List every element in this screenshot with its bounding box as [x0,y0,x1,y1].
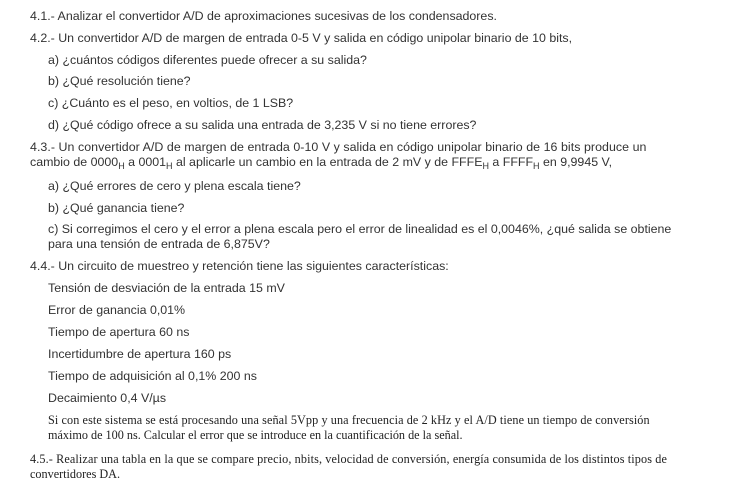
exercise-4-2-title: 4.2.- Un convertidor A/D de margen de entrada 0-5 V y salida en código unipolar binario de 10 bits, [30,31,573,45]
exercise-4-3-b: b) ¿Qué ganancia tiene? [48,201,185,215]
spec-aperture-time: Tiempo de apertura 60 ns [48,325,190,339]
exercise-4-4-question-line1: Si con este sistema se está procesando una señal 5Vpp y una frecuencia de 2 kHz y el A/D tiene un tiempo de conversión [48,413,650,427]
text-fragment: a 0001 [124,155,167,169]
exercise-4-3-c-line2: para una tensión de entrada de 6,875V? [48,237,270,251]
spec-acquisition-time: Tiempo de adquisición al 0,1% 200 ns [48,369,257,383]
hex-subscript: H [118,161,125,171]
hex-subscript: H [482,161,489,171]
spec-gain-error: Error de ganancia 0,01% [48,303,186,317]
text-fragment: a FFFF [488,155,534,169]
spec-droop-rate: Decaimiento 0,4 V/µs [48,391,167,405]
hex-subscript: H [166,161,173,171]
exercise-4-3-title-line1: 4.3.- Un convertidor A/D de margen de entrada 0-10 V y salida en código unipolar binario de 16 bits produce un [30,140,647,154]
exercise-4-1: 4.1.- Analizar el convertidor A/D de aproximaciones sucesivas de los condensadores. [30,9,497,23]
text-fragment: en 9,9945 V, [539,155,613,169]
exercise-4-5-line2: convertidores DA. [30,467,121,481]
spec-aperture-uncertainty: Incertidumbre de apertura 160 ps [48,347,232,361]
hex-subscript: H [533,161,540,171]
text-fragment: cambio de 0000 [30,155,119,169]
exercise-4-2-a: a) ¿cuántos códigos diferentes puede ofrecer a su salida? [48,53,367,67]
exercise-4-2-b: b) ¿Qué resolución tiene? [48,74,191,88]
exercise-4-3-c-line1: c) Si corregimos el cero y el error a plena escala pero el error de linealidad es el 0,0046%, ¿qué salida se obtiene [48,222,672,236]
exercise-4-2-c: c) ¿Cuánto es el peso, en voltios, de 1 LSB? [48,96,294,110]
text-fragment: al aplicarle un cambio en la entrada de 2 mV y de FFFE [172,155,483,169]
exercise-4-3-a: a) ¿Qué errores de cero y plena escala tiene? [48,179,301,193]
exercise-4-5-line1: 4.5.- Realizar una tabla en la que se compare precio, nbits, velocidad de conversión, energía consumida de los distintos tipos de [30,452,667,466]
exercise-4-3-title-line2 [30,155,612,170]
exercise-4-4-question-line2: máximo de 100 ns. Calcular el error que se introduce en la cuantificación de la señal. [48,428,463,442]
spec-offset-voltage: Tensión de desviación de la entrada 15 mV [48,281,285,295]
exercise-4-2-d: d) ¿Qué código ofrece a su salida una entrada de 3,235 V si no tiene errores? [48,118,477,132]
exercise-4-4-title: 4.4.- Un circuito de muestreo y retención tiene las siguientes características: [30,259,449,273]
